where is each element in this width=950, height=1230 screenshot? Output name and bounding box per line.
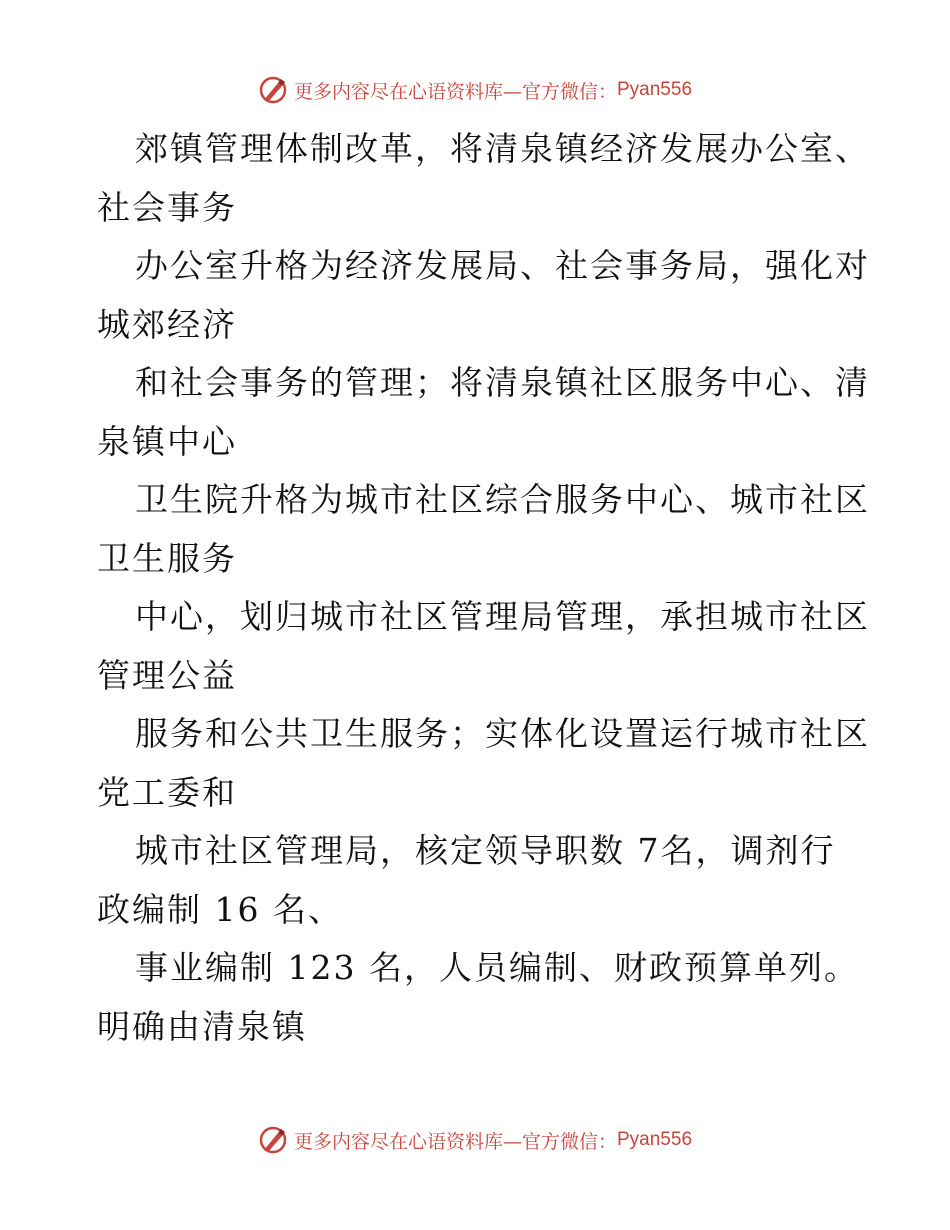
text-line: 服务和公共卫生服务；实体化设置运行城市社区 bbox=[135, 714, 870, 753]
text-line: 政编制 16 名、 bbox=[97, 889, 343, 929]
footer-banner bbox=[0, 1120, 950, 1160]
banner-text: 更多内容尽在心语资料库—官方微信： bbox=[293, 1130, 617, 1153]
wechat-id: Pyan556 bbox=[617, 1129, 693, 1150]
text-line: 卫生院升格为城市社区综合服务中心、城市社区 bbox=[135, 480, 870, 519]
text-line: 事业编制 123 名，人员编制、财政预算单列。 bbox=[135, 948, 859, 987]
pen-logo-icon bbox=[258, 1125, 288, 1155]
text-line: 党工委和 bbox=[97, 772, 237, 812]
text-line: 中心，划归城市社区管理局管理，承担城市社区 bbox=[135, 597, 870, 636]
text-line: 城市社区管理局，核定领导职数 7名，调剂行 bbox=[135, 831, 836, 870]
text-line: 郊镇管理体制改革，将清泉镇经济发展办公室、 bbox=[135, 129, 870, 168]
header-banner bbox=[0, 70, 950, 110]
text-line: 卫生服务 bbox=[97, 538, 237, 578]
wechat-id: Pyan556 bbox=[617, 79, 693, 100]
pen-logo-icon bbox=[258, 75, 288, 105]
text-line: 泉镇中心 bbox=[97, 421, 237, 461]
text-line: 城郊经济 bbox=[97, 304, 237, 344]
text-line: 明确由清泉镇 bbox=[97, 1006, 307, 1046]
document-body bbox=[97, 120, 870, 1056]
banner-text: 更多内容尽在心语资料库—官方微信： bbox=[293, 80, 617, 103]
text-line: 办公室升格为经济发展局、社会事务局，强化对 bbox=[135, 246, 870, 285]
text-line: 和社会事务的管理；将清泉镇社区服务中心、清 bbox=[135, 363, 870, 402]
text-line: 社会事务 bbox=[97, 187, 237, 227]
text-line: 管理公益 bbox=[97, 655, 237, 695]
